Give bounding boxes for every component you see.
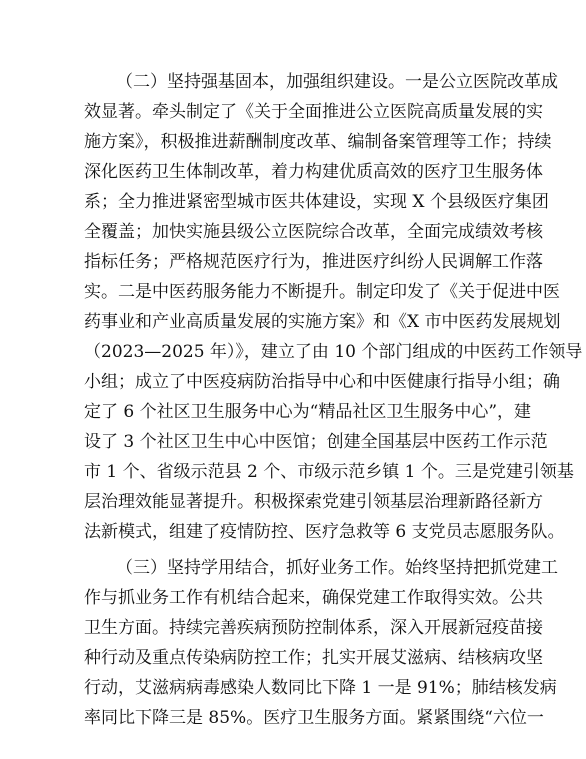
paragraph-1-line-1: （二）坚持强基固本，加强组织建设。一是公立医院改革成 [116, 72, 558, 92]
paragraph-1-line-9: 药事业和产业高质量发展的实施方案》和《X 市中医药发展规划 [84, 312, 561, 332]
paragraph-2-line-6: 率同比下降三是 85%。医疗卫生服务方面。紧紧围绕“六位一 [84, 708, 544, 728]
paragraph-2-line-5: 行动，艾滋病病毒感染人数同比下降 1 一是 91%；肺结核发病 [84, 678, 557, 698]
paragraph-1-line-10: （2023—2025 年）》，建立了由 10 个部门组成的中医药工作领导 [84, 342, 583, 362]
paragraph-1-line-5: 系；全力推进紧密型城市医共体建设，实现 X 个县级医疗集团 [84, 192, 549, 212]
paragraph-1-line-8: 实。二是中医药服务能力不断提升。制定印发了《关于促进中医 [84, 282, 560, 302]
paragraph-2-line-1: （三）坚持学用结合，抓好业务工作。始终坚持把抓党建工 [116, 558, 558, 578]
paragraph-1-line-15: 层治理效能显著提升。积极探索党建引领基层治理新路径新方 [84, 492, 543, 512]
paragraph-1-line-2: 效显著。牵头制定了《关于全面推进公立医院高质量发展的实 [84, 102, 543, 122]
paragraph-1-line-7: 指标任务；严格规范医疗行为，推进医疗纠纷人民调解工作落 [84, 252, 543, 272]
paragraph-1-line-3: 施方案》，积极推进薪酬制度改革、编制备案管理等工作；持续 [84, 132, 552, 152]
paragraph-2-line-2: 作与抓业务工作有机结合起来，确保党建工作取得实效。公共 [84, 588, 543, 608]
paragraph-1-line-16: 法新模式，组建了疫情防控、医疗急救等 6 支党员志愿服务队。 [84, 522, 565, 542]
paragraph-2-line-4: 种行动及重点传染病防控工作；扎实开展艾滋病、结核病攻坚 [84, 648, 543, 668]
paragraph-1-line-12: 定了 6 个社区卫生服务中心为“精品社区卫生服务中心”，建 [84, 402, 532, 422]
paragraph-1-line-11: 小组；成立了中医疫病防治指导中心和中医健康行指导小组；确 [84, 372, 560, 392]
paragraph-2-line-3: 卫生方面。持续完善疾病预防控制体系，深入开展新冠疫苗接 [84, 618, 543, 638]
paragraph-1-line-4: 深化医药卫生体制改革，着力构建优质高效的医疗卫生服务体 [84, 162, 543, 182]
paragraph-1-line-6: 全覆盖；加快实施县级公立医院综合改革，全面完成绩效考核 [84, 222, 543, 242]
paragraph-1-line-14: 市 1 个、省级示范县 2 个、市级示范乡镇 1 个。三是党建引领基 [84, 462, 574, 482]
paragraph-1-line-13: 设了 3 个社区卫生中心中医馆；创建全国基层中医药工作示范 [84, 432, 548, 452]
